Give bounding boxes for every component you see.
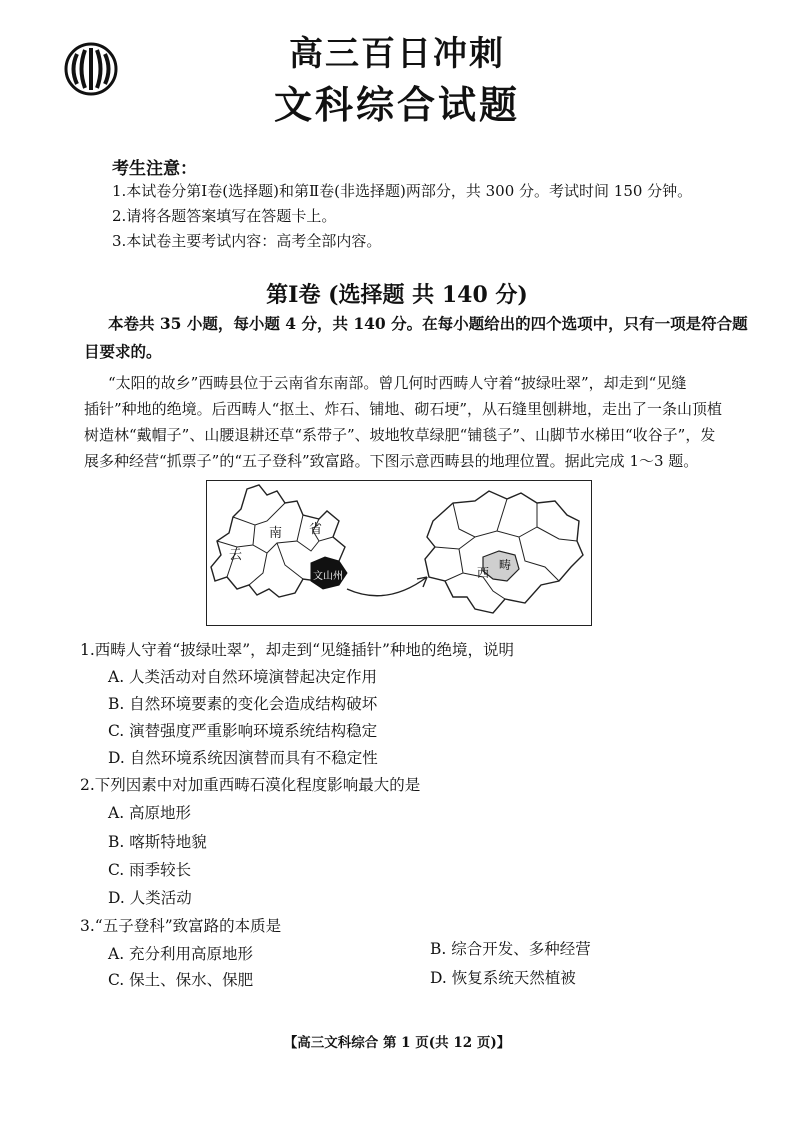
question-1-stem: 1.西畴人守着“披绿吐翠”，却走到“见缝插针”种地的绝境，说明 <box>80 641 514 659</box>
question-2-option-d[interactable]: D. 人类活动 <box>108 889 192 907</box>
notice-item: 3.本试卷主要考试内容：高考全部内容。 <box>112 232 382 250</box>
map-label-sheng: 省 <box>309 522 323 537</box>
question-3-option-d[interactable]: D. 恢复系统天然植被 <box>430 969 576 987</box>
map-label-nan: 南 <box>269 526 283 541</box>
map-label-yun: 云 <box>229 548 243 563</box>
map-label-xi: 西 <box>477 566 490 580</box>
notice-item: 2.请将各题答案填写在答题卡上。 <box>112 207 337 225</box>
question-2-option-b[interactable]: B. 喀斯特地貌 <box>108 833 207 851</box>
passage-line: 树造林“戴帽子”、山腰退耕还草“系带子”、坡地牧草绿肥“铺毯子”、山脚节水梯田“收谷子”，发 <box>84 426 716 444</box>
exam-title-line1: 高三百日冲刺 <box>289 34 505 74</box>
location-map <box>206 480 592 626</box>
section-title: 第Ⅰ卷 (选择题 共 140 分) <box>266 282 528 308</box>
question-1-option-c[interactable]: C. 演替强度严重影响环境系统结构稳定 <box>108 722 378 740</box>
map-label-chou: 畴 <box>499 558 512 572</box>
exam-title-line2: 文科综合试题 <box>273 82 520 127</box>
page-footer: 【高三文科综合 第 1 页(共 12 页)】 <box>283 1035 511 1051</box>
question-2-option-c[interactable]: C. 雨季较长 <box>108 861 192 879</box>
question-1-option-d[interactable]: D. 自然环境系统因演替而具有不稳定性 <box>108 749 378 767</box>
question-3-option-b[interactable]: B. 综合开发、多种经营 <box>430 940 591 958</box>
map-label-wenshan: 文山州 <box>313 571 343 582</box>
section-intro: 目要求的。 <box>84 342 162 361</box>
notice-item: 1.本试卷分第Ⅰ卷(选择题)和第Ⅱ卷(非选择题)两部分，共 300 分。考试时间 150 分钟。 <box>112 182 693 200</box>
question-3-option-c[interactable]: C. 保土、保水、保肥 <box>108 971 254 989</box>
question-3-option-a[interactable]: A. 充分利用高原地形 <box>108 945 254 963</box>
question-3-stem: 3.“五子登科”致富路的本质是 <box>80 917 282 935</box>
question-1-option-a[interactable]: A. 人类活动对自然环境演替起决定作用 <box>108 668 378 686</box>
question-1-option-b[interactable]: B. 自然环境要素的变化会造成结构破坏 <box>108 695 378 713</box>
passage-line: “太阳的故乡”西畴县位于云南省东南部。曾几何时西畴人守着“披绿吐翠”，却走到“见缝 <box>108 374 687 392</box>
question-2-option-a[interactable]: A. 高原地形 <box>108 804 192 822</box>
section-intro: 本卷共 35 小题，每小题 4 分，共 140 分。在每小题给出的四个选项中，只有一项是符合题 <box>108 314 748 333</box>
passage-line: 展多种经营“抓票子”的“五子登科”致富路。下图示意西畴县的地理位置。据此完成 1～3 题。 <box>84 452 699 470</box>
map-drawing <box>207 481 590 624</box>
notice-heading: 考生注意： <box>112 159 197 179</box>
passage-line: 插针”种地的绝境。后西畴人“抠土、炸石、铺地、砌石埂”，从石缝里刨耕地，走出了一条山顶植 <box>84 400 723 418</box>
question-2-stem: 2.下列因素中对加重西畴石漠化程度影响最大的是 <box>80 776 421 794</box>
